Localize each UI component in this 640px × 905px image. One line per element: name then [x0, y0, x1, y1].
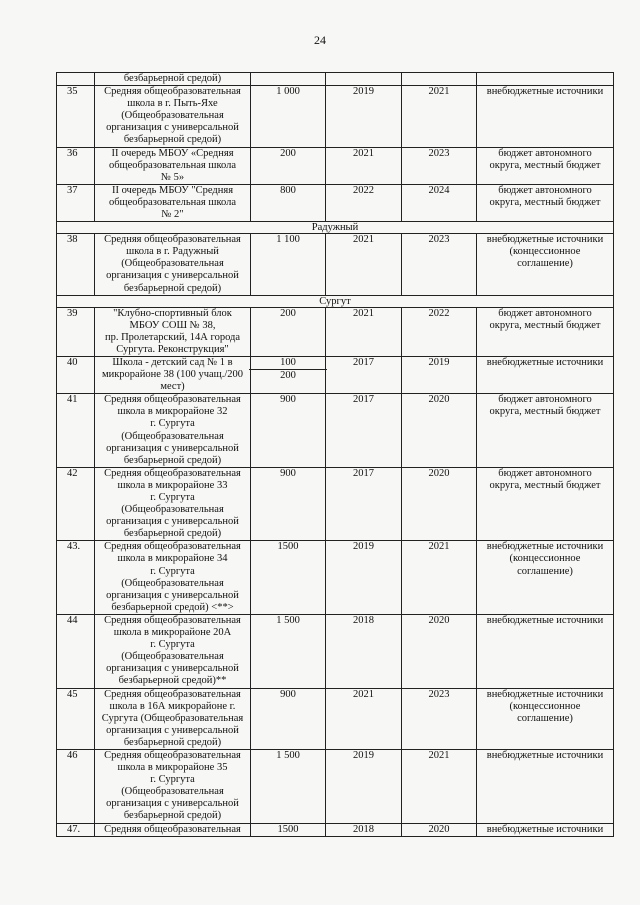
capacity: 1 500: [251, 749, 326, 823]
funding-source: внебюджетные источники (концессионное соглашение): [477, 688, 614, 749]
row-number: 43.: [57, 541, 95, 615]
end-year: 2023: [402, 234, 477, 295]
row-number: 46: [57, 749, 95, 823]
start-year: 2017: [326, 356, 402, 393]
end-year: [402, 73, 477, 86]
start-year: 2021: [326, 307, 402, 356]
object-name: II очередь МБОУ «Средняя общеобразовательная школа № 5»: [95, 147, 251, 184]
funding-source: внебюджетные источники (концессионное соглашение): [477, 541, 614, 615]
section-title: Радужный: [57, 222, 614, 234]
row-number: 40: [57, 356, 95, 393]
row-number: 37: [57, 184, 95, 221]
row-number: 38: [57, 234, 95, 295]
table-row: [57, 614, 614, 688]
end-year: 2021: [402, 86, 477, 147]
object-name: Средняя общеобразовательная школа в микрорайоне 20А г. Сургута (Общеобразовательная организация с универсальной безбарьерной средой)**: [95, 614, 251, 688]
table-row: [57, 356, 614, 393]
end-year: 2019: [402, 356, 477, 393]
end-year: 2021: [402, 541, 477, 615]
start-year: [326, 73, 402, 86]
end-year: 2021: [402, 749, 477, 823]
capacity-part: 200: [280, 370, 296, 382]
end-year: 2020: [402, 823, 477, 836]
funding-source: бюджет автономного округа, местный бюджет: [477, 394, 614, 468]
row-number: 35: [57, 86, 95, 147]
funding-source: бюджет автономного округа, местный бюджет: [477, 147, 614, 184]
row-number: 47.: [57, 823, 95, 836]
start-year: 2019: [326, 86, 402, 147]
end-year: 2023: [402, 147, 477, 184]
start-year: 2018: [326, 823, 402, 836]
section-row: [57, 222, 614, 234]
table-row: [57, 234, 614, 295]
table-row: [57, 688, 614, 749]
capacity: 900: [251, 688, 326, 749]
start-year: 2019: [326, 541, 402, 615]
object-name: Средняя общеобразовательная школа в микрорайоне 34 г. Сургута (Общеобразовательная организация с универсальной безбарьерной средой) <**>: [95, 541, 251, 615]
table-row: [57, 147, 614, 184]
capacity: 1 000: [251, 86, 326, 147]
table-row: [57, 394, 614, 468]
start-year: 2019: [326, 749, 402, 823]
start-year: 2021: [326, 688, 402, 749]
table-row: [57, 73, 614, 86]
object-name: Средняя общеобразовательная школа в микрорайоне 35 г. Сургута (Общеобразовательная организация с универсальной безбарьерной средой): [95, 749, 251, 823]
object-name: Школа - детский сад № 1 в микрорайоне 38 (100 учащ./200 мест): [95, 356, 251, 393]
end-year: 2022: [402, 307, 477, 356]
start-year: 2017: [326, 394, 402, 468]
row-number: 36: [57, 147, 95, 184]
funding-source: внебюджетные источники (концессионное соглашение): [477, 234, 614, 295]
table-row: [57, 184, 614, 221]
capacity: 1 100: [251, 234, 326, 295]
row-number: [57, 73, 95, 86]
table-row: [57, 467, 614, 541]
start-year: 2017: [326, 467, 402, 541]
section-row: [57, 295, 614, 307]
end-year: 2020: [402, 394, 477, 468]
page-number: 24: [314, 33, 326, 47]
start-year: 2022: [326, 184, 402, 221]
capacity: [251, 356, 326, 393]
object-name: II очередь МБОУ "Средняя общеобразовательная школа № 2": [95, 184, 251, 221]
funding-source: внебюджетные источники: [477, 749, 614, 823]
object-name: Средняя общеобразовательная школа в микрорайоне 32 г. Сургута (Общеобразовательная организация с универсальной безбарьерной средой): [95, 394, 251, 468]
capacity: 900: [251, 467, 326, 541]
table-row: [57, 541, 614, 615]
capacity: 1500: [251, 823, 326, 836]
row-number: 44: [57, 614, 95, 688]
funding-source: бюджет автономного округа, местный бюджет: [477, 184, 614, 221]
end-year: 2020: [402, 467, 477, 541]
object-name: Средняя общеобразовательная школа в микрорайоне 33 г. Сургута (Общеобразовательная организация с универсальной безбарьерной средой): [95, 467, 251, 541]
end-year: 2024: [402, 184, 477, 221]
funding-source: бюджет автономного округа, местный бюджет: [477, 307, 614, 356]
object-name: "Клубно-спортивный блок МБОУ СОШ № 38, пр. Пролетарский, 14А города Сургута. Реконструкция": [95, 307, 251, 356]
table-body: [57, 73, 614, 837]
section-title: Сургут: [57, 295, 614, 307]
start-year: 2021: [326, 147, 402, 184]
table-row: [57, 307, 614, 356]
start-year: 2018: [326, 614, 402, 688]
capacity: 800: [251, 184, 326, 221]
capacity: 1500: [251, 541, 326, 615]
row-number: 39: [57, 307, 95, 356]
object-name: Средняя общеобразовательная школа в 16А микрорайоне г. Сургута (Общеобразовательная организация с универсальной безбарьерной средой): [95, 688, 251, 749]
funding-source: бюджет автономного округа, местный бюджет: [477, 467, 614, 541]
object-name: Средняя общеобразовательная школа в г. Пыть-Яхе (Общеобразовательная организация с универсальной безбарьерной средой): [95, 86, 251, 147]
funding-source: внебюджетные источники: [477, 823, 614, 836]
object-name: Средняя общеобразовательная: [95, 823, 251, 836]
row-number: 41: [57, 394, 95, 468]
objects-table: [56, 72, 614, 837]
end-year: 2020: [402, 614, 477, 688]
funding-source: внебюджетные источники: [477, 614, 614, 688]
table-row: [57, 86, 614, 147]
table-row: [57, 823, 614, 836]
funding-source: внебюджетные источники: [477, 356, 614, 393]
capacity: 200: [251, 307, 326, 356]
object-name: Средняя общеобразовательная школа в г. Радужный (Общеобразовательная организация с универсальной безбарьерной средой): [95, 234, 251, 295]
capacity: 900: [251, 394, 326, 468]
end-year: 2023: [402, 688, 477, 749]
funding-source: [477, 73, 614, 86]
row-number: 45: [57, 688, 95, 749]
capacity: 200: [251, 147, 326, 184]
capacity-part: 100: [249, 357, 327, 370]
row-number: 42: [57, 467, 95, 541]
capacity: [251, 73, 326, 86]
capacity: 1 500: [251, 614, 326, 688]
table-row: [57, 749, 614, 823]
funding-source: внебюджетные источники: [477, 86, 614, 147]
start-year: 2021: [326, 234, 402, 295]
object-name: безбарьерной средой): [95, 73, 251, 86]
